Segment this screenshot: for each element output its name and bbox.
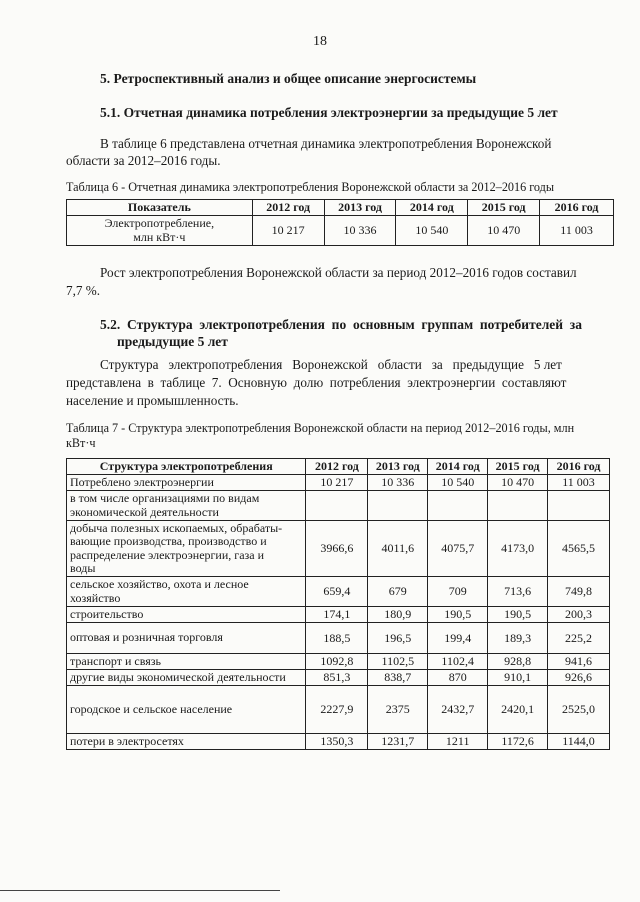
table-7-value-cell: 11 003 <box>548 475 610 491</box>
table-7-value-cell: 838,7 <box>368 670 428 686</box>
table-6-value-cell: 10 540 <box>396 216 468 246</box>
table-7-value-cell: 180,9 <box>368 607 428 623</box>
table-7-value-cell: 190,5 <box>488 607 548 623</box>
table-7-value-cell: 1144,0 <box>548 734 610 750</box>
table-7-value-cell: 174,1 <box>306 607 368 623</box>
table-7-row-label-line: экономической деятельности <box>70 504 219 519</box>
table-7-value-cell: 659,4 <box>306 577 368 607</box>
table-row <box>67 670 610 686</box>
table-row <box>67 654 610 670</box>
table-7-row-label-line: транспорт и связь <box>70 653 161 668</box>
table-6-row-label-line: Электропотребление, <box>104 216 215 230</box>
table-row <box>67 491 610 521</box>
table-row <box>67 475 610 491</box>
table-7-value-cell <box>548 491 610 521</box>
table-7-value-cell: 196,5 <box>368 623 428 654</box>
table-6-row-label-line: млн кВт·ч <box>133 229 186 244</box>
section-5-2-paragraph-line3: население и промышленность. <box>66 393 239 408</box>
table-7-value-cell: 1102,4 <box>428 654 488 670</box>
table-7-row-label <box>67 607 306 623</box>
section-5-1-heading: 5.1. Отчетная динамика потребления электроэнергии за предыдущие 5 лет <box>100 105 558 120</box>
table-7-value-cell: 10 336 <box>368 475 428 491</box>
table-6-value-cell: 11 003 <box>540 216 614 246</box>
table-7-value-cell: 199,4 <box>428 623 488 654</box>
table-7-value-cell: 1350,3 <box>306 734 368 750</box>
table-7-row-label <box>67 577 306 607</box>
table-7-row-label-line: оптовая и розничная торговля <box>70 630 223 645</box>
table-7-value-cell: 1092,8 <box>306 654 368 670</box>
table-7-row-label <box>67 654 306 670</box>
table-7-value-cell: 2432,7 <box>428 686 488 734</box>
table-7-row-label-line: строительство <box>70 606 144 621</box>
footer-rule <box>0 890 280 891</box>
table-7-value-cell: 1211 <box>428 734 488 750</box>
table-7-header-cell: 2016 год <box>548 459 610 475</box>
table-7-value-cell: 1231,7 <box>368 734 428 750</box>
table-7-value-cell: 225,2 <box>548 623 610 654</box>
table-7-value-cell: 749,8 <box>548 577 610 607</box>
table-7-value-cell: 870 <box>428 670 488 686</box>
table-7-value-cell: 4565,5 <box>548 521 610 577</box>
table-7-value-cell: 4075,7 <box>428 521 488 577</box>
section-5-1-paragraph-line1: В таблице 6 представлена отчетная динамика электропотребления Воронежской <box>100 136 552 151</box>
table-7-value-cell: 1102,5 <box>368 654 428 670</box>
table-7-row-label-line: городское и сельское население <box>70 701 233 716</box>
table-6-caption: Таблица 6 - Отчетная динамика электропотребления Воронежской области за 2012–2016 годы <box>66 180 555 194</box>
table-7-header-cell: Структура электропотребления <box>67 459 306 475</box>
table-6-header-cell: 2016 год <box>540 200 614 216</box>
table-7-value-cell: 2375 <box>368 686 428 734</box>
table-7-header-cell: 2013 год <box>368 459 428 475</box>
table-row <box>67 623 610 654</box>
table-7-header-row <box>67 459 610 475</box>
table-7-caption-line1: Таблица 7 - Структура электропотребления Воронежской области на период 2012–2016 годы, млн <box>66 421 575 435</box>
table-7-value-cell: 941,6 <box>548 654 610 670</box>
table-7-value-cell: 200,3 <box>548 607 610 623</box>
growth-paragraph-line2: 7,7 %. <box>66 283 101 298</box>
table-7-caption-line2: кВт·ч <box>66 436 96 450</box>
table-7-value-cell: 2227,9 <box>306 686 368 734</box>
table-7-value-cell: 910,1 <box>488 670 548 686</box>
table-6 <box>66 199 614 246</box>
table-7-value-cell: 709 <box>428 577 488 607</box>
table-7-value-cell: 2525,0 <box>548 686 610 734</box>
section-5-2-heading-line2: предыдущие 5 лет <box>117 334 228 349</box>
table-7-header-cell: 2012 год <box>306 459 368 475</box>
table-7-row-label <box>67 734 306 750</box>
table-6-value-cell: 10 470 <box>468 216 540 246</box>
table-7-header-cell: 2014 год <box>428 459 488 475</box>
growth-paragraph-line1: Рост электропотребления Воронежской области за период 2012–2016 годов составил <box>100 265 577 280</box>
table-7-value-cell: 190,5 <box>428 607 488 623</box>
table-row <box>67 734 610 750</box>
table-6-header-cell: 2013 год <box>324 200 396 216</box>
table-7-value-cell <box>488 491 548 521</box>
table-6-value-cell: 10 336 <box>324 216 396 246</box>
table-7-row-label-line: в том числе организациями по видам <box>70 491 260 505</box>
table-7-value-cell: 2420,1 <box>488 686 548 734</box>
table-7-value-cell: 4173,0 <box>488 521 548 577</box>
table-7-value-cell: 851,3 <box>306 670 368 686</box>
table-row <box>67 607 610 623</box>
table-7-value-cell <box>428 491 488 521</box>
table-7-header-cell: 2015 год <box>488 459 548 475</box>
section-5-2-paragraph-line2: представлена в таблице 7. Основную долю потребления электроэнергии составляют <box>66 375 567 390</box>
section-5-1-paragraph-line2: области за 2012–2016 годы. <box>66 153 221 168</box>
table-7-value-cell: 928,8 <box>488 654 548 670</box>
table-7-value-cell: 10 217 <box>306 475 368 491</box>
table-7-value-cell: 926,6 <box>548 670 610 686</box>
table-7-row-label-line: воды <box>70 561 96 575</box>
table-7 <box>66 458 610 750</box>
table-row <box>67 521 610 577</box>
table-7-row-label-line: потери в электросетях <box>70 733 184 748</box>
table-7-row-label-line: Потреблено электроэнергии <box>70 474 214 489</box>
table-7-value-cell: 188,5 <box>306 623 368 654</box>
table-7-value-cell: 189,3 <box>488 623 548 654</box>
table-7-row-label <box>67 623 306 654</box>
table-6-header-cell: 2015 год <box>468 200 540 216</box>
table-7-row-label <box>67 670 306 686</box>
table-7-row-label-line: вающие производства, производство и <box>70 534 267 548</box>
table-7-row-label-line: другие виды экономической деятельности <box>70 669 286 684</box>
section-5-2-heading-line1: 5.2. Структура электропотребления по основным группам потребителей за <box>100 317 582 332</box>
table-7-row-label-line: сельское хозяйство, охота и лесное <box>70 577 249 591</box>
table-7-value-cell <box>368 491 428 521</box>
table-7-row-label <box>67 491 306 521</box>
table-row <box>67 216 614 246</box>
table-7-value-cell: 4011,6 <box>368 521 428 577</box>
section-5-heading: 5. Ретроспективный анализ и общее описание энергосистемы <box>100 71 477 86</box>
section-5-2-paragraph-line1: Структура электропотребления Воронежской области за предыдущие 5 лет <box>100 357 562 372</box>
table-7-row-label <box>67 686 306 734</box>
table-row <box>67 686 610 734</box>
table-7-value-cell: 1172,6 <box>488 734 548 750</box>
table-row <box>67 577 610 607</box>
table-7-value-cell: 10 540 <box>428 475 488 491</box>
table-7-row-label-line: хозяйство <box>70 590 121 605</box>
table-6-header-cell: 2012 год <box>252 200 324 216</box>
page-number: 18 <box>313 34 327 49</box>
table-7-value-cell: 3966,6 <box>306 521 368 577</box>
table-7-row-label-line: добыча полезных ископаемых, обрабаты- <box>70 520 283 535</box>
table-6-header-row <box>67 200 614 216</box>
table-7-value-cell: 713,6 <box>488 577 548 607</box>
table-7-value-cell: 679 <box>368 577 428 607</box>
table-6-header-cell: 2014 год <box>396 200 468 216</box>
table-7-row-label <box>67 521 306 577</box>
table-6-value-cell: 10 217 <box>252 216 324 246</box>
table-7-row-label-line: распределение электроэнергии, газа и <box>70 547 265 562</box>
table-6-header-cell: Показатель <box>67 200 253 216</box>
table-6-row-label <box>67 216 253 246</box>
table-7-row-label <box>67 475 306 491</box>
table-7-value-cell: 10 470 <box>488 475 548 491</box>
table-7-value-cell <box>306 491 368 521</box>
